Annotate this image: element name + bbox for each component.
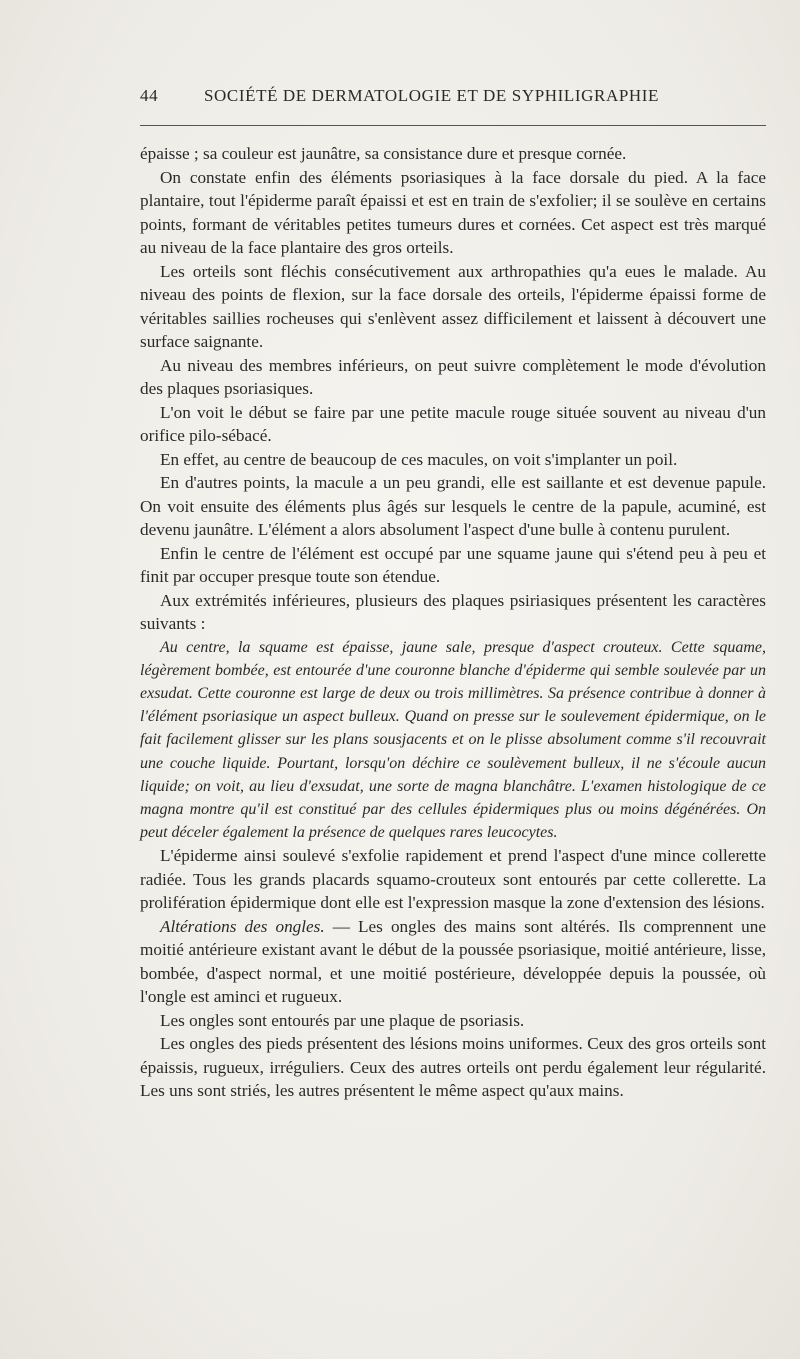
- paragraph: En d'autres points, la macule a un peu grandi, elle est saillante et est devenue papule. On voit ensuite des éléments plus âgés sur lesquels le centre de la papule, acuminé, est devenu jaunâtre. L'élément a alors absolument l'aspect d'une bulle à contenu purulent.: [140, 473, 766, 539]
- paragraph: Les orteils sont fléchis consécutivement aux arthropathies qu'a eues le malade. Au niveau des points de flexion, sur la face dorsale des orteils, l'épiderme épaissi forme de véritables saillies rocheuses qui s'enlèvent assez difficilement et laissent à découvert une surface saignante.: [140, 261, 766, 351]
- body-text: [140, 142, 766, 1103]
- italic-paragraph: Au centre, la squame est épaisse, jaune sale, presque d'aspect crouteux. Cette squame, légèrement bombée, est entourée d'une couronne blanche d'épiderme qui semble soulevée par un exsudat. Cette couronne est large de deux ou trois millimètres. Sa présence contribue à donner à l'élément psoriasique un aspect bulleux. Quand on presse sur le soulevement épidermique, on le fait facilement glisser sur les plans sousjacents et on le plisse absolument comme s'il recouvrait une couche liquide. Pourtant, lorsqu'on déchire ce soulèvement bulleux, il ne s'écoule aucun liquide; on voit, au lieu d'exsudat, une sorte de magna blanchâtre. L'examen histologique de ce magna montre qu'il est constitué par des cellules épidermiques plus ou moins dégénérées. On peut déceler également la présence de quelques rares leucocytes.: [140, 638, 766, 842]
- paragraph: En effet, au centre de beaucoup de ces macules, on voit s'implanter un poil.: [160, 449, 678, 469]
- paragraph: Les ongles des pieds présentent des lésions moins uniformes. Ceux des gros orteils sont épaissis, rugueux, irréguliers. Ceux des autres orteils ont perdu également leur régularité. Les uns sont striés, les autres présentent le même aspect qu'aux mains.: [140, 1034, 766, 1101]
- nails-heading: Altérations des ongles.: [160, 916, 325, 936]
- running-title: SOCIÉTÉ DE DERMATOLOGIE ET DE SYPHILIGRAPHIE: [204, 86, 660, 105]
- nails-text: — Les ongles des mains sont altérés. Ils comprennent une moitié antérieure existant avant le début de la poussée psoriasique, moitié antérieure, lisse, bombée, d'aspect normal, et une moitié postérieure, développée depuis la poussée, où l'ongle est aminci et rugueux.: [140, 916, 766, 1007]
- paragraph: Aux extrémités inférieures, plusieurs des plaques psiriasiques présentent les caractères suivants :: [140, 590, 766, 633]
- paragraph: On constate enfin des éléments psoriasiques à la face dorsale du pied. A la face plantaire, tout l'épiderme paraît épaissi et est en train de s'exfolier; il se soulève en certains points, formant de véritables petites tumeurs dures et cornées. Cet aspect est très marqué au niveau de la face plantaire des gros orteils.: [140, 167, 766, 257]
- paragraph: Au niveau des membres inférieurs, on peut suivre complètement le mode d'évolution des plaques psoriasiques.: [140, 355, 766, 398]
- running-header: [140, 84, 766, 114]
- paragraph: L'on voit le début se faire par une petite macule rouge située souvent au niveau d'un orifice pilo-sébacé.: [140, 402, 766, 445]
- paragraph: épaisse ; sa couleur est jaunâtre, sa consistance dure et presque cornée.: [140, 144, 627, 163]
- header-rule: [140, 125, 766, 126]
- paragraph: L'épiderme ainsi soulevé s'exfolie rapidement et prend l'aspect d'une mince collerette radiée. Tous les grands placards squamo-crouteux sont entourés par cette collerette. La prolifération épidermique dont elle est l'expression masque la zone d'extension des lésions.: [140, 846, 766, 913]
- paragraph: Les ongles sont entourés par une plaque de psoriasis.: [160, 1010, 525, 1030]
- nails-paragraph: [140, 915, 766, 1009]
- page-number: 44: [140, 86, 159, 105]
- paragraph: Enfin le centre de l'élément est occupé par une squame jaune qui s'étend peu à peu et finit par occuper presque toute son étendue.: [140, 543, 766, 586]
